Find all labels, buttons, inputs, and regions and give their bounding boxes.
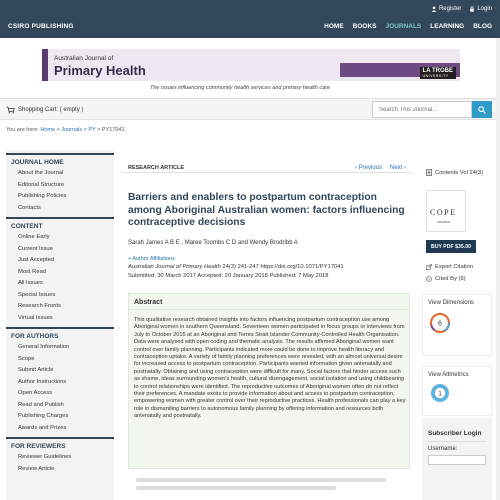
article-citation [128,264,344,270]
dimensions-panel [422,294,492,356]
sidebar-item-submit[interactable]: Submit Article [18,367,54,373]
cited-by-link[interactable] [426,276,466,282]
nav-home[interactable]: HOME [324,23,344,30]
top-navigation-bar [0,0,500,38]
latrobe-name: LA TROBE [422,68,453,74]
search-icon [478,106,486,114]
dimensions-badge-icon[interactable] [430,313,450,333]
sidebar-item-read-publish[interactable]: Read and Publish [18,401,64,408]
sidebar-heading[interactable]: FOR AUTHORS [6,327,114,342]
export-citation-link[interactable] [426,264,473,270]
cope-wordmark: COPE [430,208,457,217]
article-title: Barriers and enablers to postpartum contraception among Aboriginal Australian women: factors influencing contraceptive decisions [128,192,405,228]
username-input[interactable] [428,455,486,465]
cart-label: Shopping Cart: ( empty ) [18,107,84,113]
login-label: Login [477,6,492,12]
subscriber-login-panel [422,418,492,500]
sidebar-item-instructions[interactable]: Author Instructions [18,378,67,385]
altmetrics-title[interactable]: View Altmetrics [428,372,469,378]
register-icon [431,6,437,12]
sidebar-item-editorial[interactable]: Editorial Structure [18,181,65,188]
sidebar-section-journal-home [6,153,114,214]
sidebar-item-scope[interactable]: Scope [18,355,35,362]
sidebar-item-just-accepted[interactable]: Just Accepted [18,257,55,263]
cart-search-bar [0,98,500,120]
next-link[interactable]: Next › [389,165,406,171]
sidebar-item-general-info[interactable]: General Information [18,344,70,350]
abstract-panel [128,293,410,469]
sidebar-section-content [6,217,114,324]
banner-band [340,63,460,77]
breadcrumb-prefix: You are here: [6,127,39,133]
sidebar-item-virtual-issues[interactable]: Virtual Issues [18,314,53,321]
body-text-line [136,486,336,490]
altmetric-value: 1 [438,390,442,398]
banner-subtitle: Australian Journal of [54,55,114,62]
sidebar-item-research-fronts[interactable]: Research Fronts [18,303,61,309]
altmetric-donut-icon[interactable] [430,383,450,403]
nav-blog[interactable]: BLOG [473,23,492,30]
body-text-line [136,478,386,482]
sidebar-item-reviewer-guidelines[interactable]: Reviewer Guidelines [18,454,72,460]
article-body-preview [128,474,410,494]
main-nav [324,23,492,30]
dimensions-title[interactable]: View Dimensions [428,300,474,306]
sidebar-item-contacts[interactable]: Contacts [18,204,41,211]
article-type-label: RESEARCH ARTICLE [128,165,185,171]
abstract-heading: Abstract [129,294,409,310]
search-button[interactable] [472,101,492,118]
journal-banner[interactable] [42,49,460,81]
sidebar-heading[interactable]: JOURNAL HOME [6,153,114,168]
buy-pdf-button[interactable]: BUY PDF $35.00 [426,240,476,253]
divider [428,441,486,442]
sidebar-section-authors [6,327,114,434]
citation-icon [426,276,432,282]
user-links [431,6,492,12]
sidebar-item-current-issue[interactable]: Current Issue [18,245,53,252]
page-scrollbar[interactable] [496,38,500,500]
sidebar-section-reviewers [6,437,114,475]
contents-label: Contents Vol 24(3) [435,169,484,176]
sidebar-item-review-article[interactable]: Review Article [18,465,55,472]
banner-title: Primary Health [54,63,146,78]
sidebar-heading[interactable]: FOR REVIEWERS [6,437,114,452]
sidebar-item-about[interactable]: About the Journal [18,170,64,176]
breadcrumb-journals[interactable]: Journals [61,127,83,133]
next-label: Next [389,165,403,171]
sidebar-item-open-access[interactable]: Open Access [18,390,53,396]
journal-name: Australian Journal of Primary Health [128,264,221,270]
journal-tagline: The issues influencing community health services and primary health care [150,85,331,91]
latrobe-sub: UNIVERSITY [422,74,449,78]
author-affiliations-toggle[interactable]: + Author Affiliations [128,256,175,262]
sidebar-item-most-read[interactable]: Most Read [18,268,47,275]
sidebar-item-online-early[interactable]: Online Early [18,234,50,240]
sidebar [6,150,114,500]
register-link[interactable] [431,6,461,12]
breadcrumb-home[interactable]: Home [40,127,56,133]
article-header-row [122,158,412,173]
research-row [122,158,412,173]
latrobe-logo [420,67,456,79]
cited-by-label: Cited By (6) [435,276,466,282]
brand-logo[interactable]: CSIRO PUBLISHING [8,23,74,30]
breadcrumb-current: PY17041 [101,127,125,133]
nav-learning[interactable]: LEARNING [430,23,465,30]
prev-next-nav [355,165,406,171]
login-link[interactable] [469,6,492,12]
cart-icon [6,106,15,114]
document-icon [426,169,432,176]
cope-member: MEMBER [437,220,451,224]
citation-detail[interactable]: 24(3) 241-247 https://doi.org/10.1071/PY17041 [222,264,344,270]
export-citation-label: Export Citation [435,264,474,270]
sidebar-item-special-issues[interactable]: Special Issues [18,291,56,298]
abstract-text: This qualitative research obtained insights into factors influencing postpartum contraception use among Aboriginal women in southern Queensland. Seventeen women participated in focus groups or interviews from July to October 2015 at an Aboriginal and Torres Strait Islander Community-Controlled Health Organisation. Data were analysed with open coding and thematic analysis. The results affirmed Aboriginal women want control over family planning. Participants indicated more could be done to improve health literacy and contraception uptake. A variety of family planning preferences were revealed, with an almost universal desire for increased access to postpartum contraception. Participants wanted information given antenatally and postnatally. Obtaining and using contraception were difficult for many. Social factors that hinder access such as shame, ideas surrounding women's health, cultural disengagement, social isolation and using childbearing to control relationships were identified. The reproductive outcomes of Aboriginal women often do not reflect their preferences. A mandate exists to provide information about and access to postpartum contraception, empowering women with greater control over their reproductive practices. Health professionals can play a key role in dismantling barriers to autonomous family planning by offering information and resources both antenatally and postnatally. [134,317,406,420]
sidebar-item-policies[interactable]: Publishing Policies [18,193,67,199]
shopping-cart[interactable] [6,106,83,114]
dimensions-value: 6 [438,320,442,328]
article-authors[interactable]: Sarah James A B E , Maree Toombs C D and Wendy Brodribb A [128,240,298,246]
breadcrumb-py[interactable]: PY [88,127,96,133]
previous-link[interactable]: ‹ Previous [354,165,382,171]
register-label: Register [438,6,462,12]
nav-journals[interactable]: JOURNALS [385,23,422,30]
altmetrics-panel [422,366,492,416]
username-label: Username: [428,446,458,452]
contents-link[interactable] [426,169,483,176]
lock-icon [469,6,475,12]
nav-books[interactable]: BOOKS [352,23,377,30]
export-icon [426,264,432,270]
article-dates: Submitted: 30 March 2017 Accepted: 20 January 2018 Published: 7 May 2018 [128,273,329,279]
sidebar-item-awards[interactable]: Awards and Prizes [18,424,67,431]
breadcrumb: You are here: Home > Journals > PY > PY17041 [6,127,125,133]
previous-label: Previous [358,165,382,171]
journal-search-input[interactable] [372,101,472,118]
cope-logo[interactable] [426,190,466,232]
sidebar-heading[interactable]: CONTENT [6,217,114,232]
sidebar-item-all-issues[interactable]: All Issues [18,280,43,286]
subscriber-login-title: Subscriber Login [428,430,482,437]
sidebar-item-charges[interactable]: Publishing Charges [18,413,69,419]
